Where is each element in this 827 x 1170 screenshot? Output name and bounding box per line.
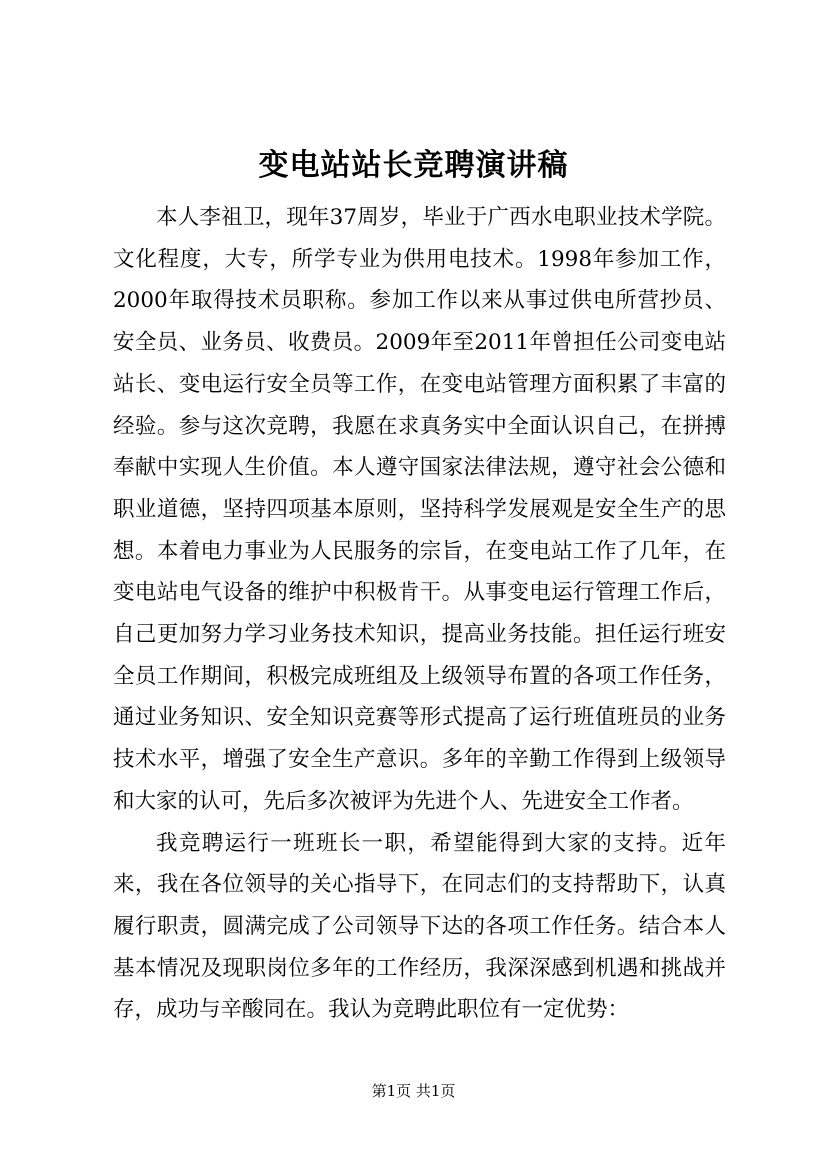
page-footer: 第1页 共1页 [371,1082,456,1100]
paragraph-2: 我竞聘运行一班班长一职，希望能得到大家的支持。近年来，我在各位领导的关心指导下，在同志们的支持帮助下，认真履行职责，圆满完成了公司领导下达的各项工作任务。结合本人基本情况及现职岗位多年的工作经历，我深深感到机遇和挑战并存，成功与辛酸同在。我认为竞聘此职位有一定优势： [113,830,726,1023]
document-body [113,197,726,1031]
paragraph-1: 本人李祖卫，现年37周岁，毕业于广西水电职业技术学院。文化程度，大专，所学专业为供用电技术。1998年参加工作，2000年取得技术员职称。参加工作以来从事过供电所营抄员、安全员、业务员、收费员。2009年至2011年曾担任公司变电站站长、变电运行安全员等工作，在变电站管理方面积累了丰富的经验。参与这次竞聘，我愿在求真务实中全面认识自己，在拼搏奉献中实现人生价值。本人遵守国家法律法规，遵守社会公德和职业道德，坚持四项基本原则，坚持科学发展观是安全生产的思想。本着电力事业为人民服务的宗旨，在变电站工作了几年，在变电站电气设备的维护中积极肯干。从事变电运行管理工作后，自己更加努力学习业务技术知识，提高业务技能。担任运行班安全员工作期间，积极完成班组及上级领导布置的各项工作任务，通过业务知识、安全知识竞赛等形式提高了运行班值班员的业务技术水平，增强了安全生产意识。多年的辛勤工作得到上级领导和大家的认可，先后多次被评为先进个人、先进安全工作者。 [113,205,726,814]
document-title: 变电站站长竞聘演讲稿 [258,148,569,183]
